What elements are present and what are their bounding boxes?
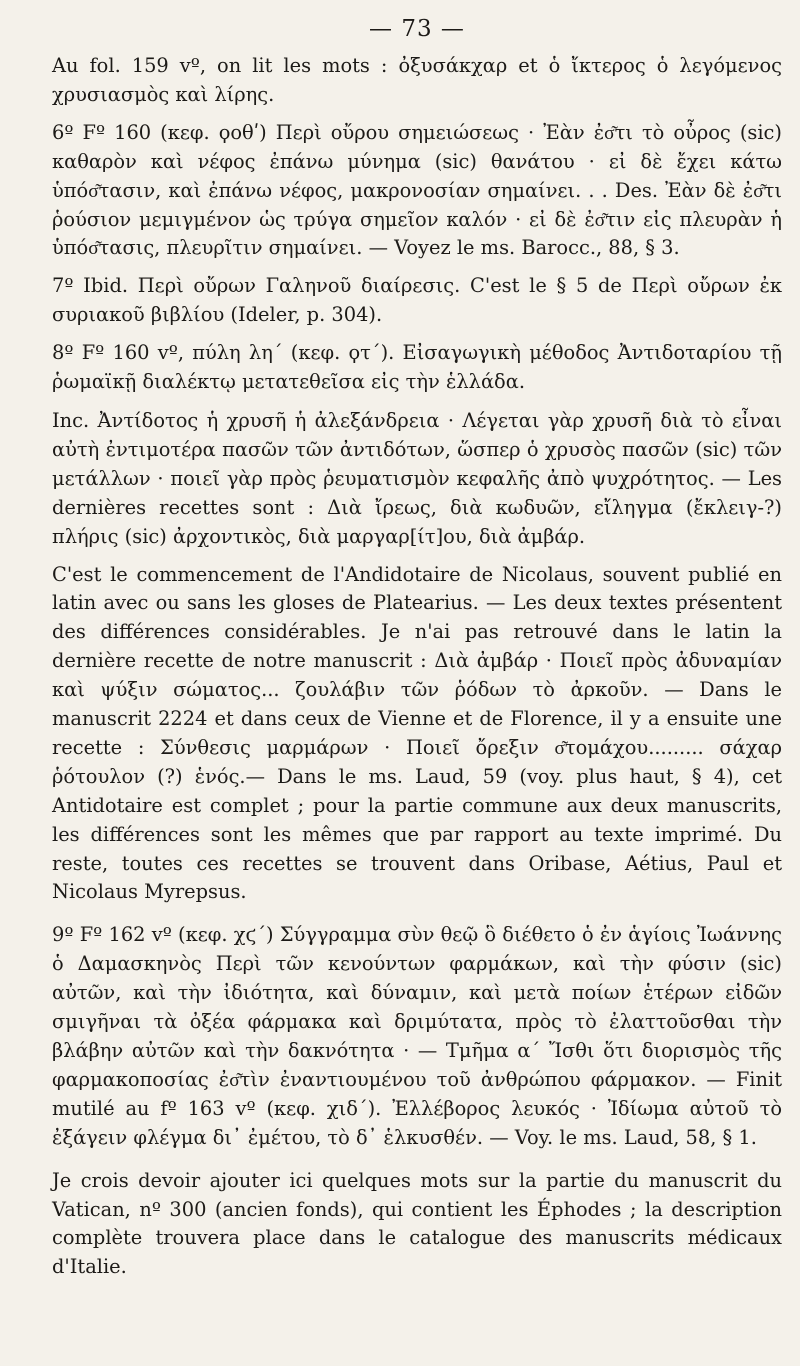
paragraph-item-6: 6º Fº 160 (κεφ. ϙοθʹ) Περὶ οὔρου σημειώσεως · Ἐὰν ἐσ͂τι τὸ οὖρος (sic) καθαρὸν καὶ νέφος ἐπάνω μύνημα (sic) θανάτου · εἰ δὲ ἔχει κάτω ὑπόσ͂τασιν, καὶ ἐπάνω νέφος, μακρονοσίαν σημαίνει. . . Des. Ἐὰν δὲ ἐσ͂τι ῥούσιον μεμιγμένον ὡς τρύγα σημεῖον καλόν · εἰ δὲ ἐσ͂τιν εἰς πλευρὰν ἡ ὑπόσ͂τασις, πλευρῖτιν σημαίνει. — Voyez le ms. Barocc., 88, § 3.	[52, 120, 782, 260]
paragraph-item-7: 7º Ibid. Περὶ οὔρων Γαληνοῦ διαίρεσις. C'est le § 5 de Περὶ οὔρων ἐκ συριακοῦ βιβλίου (Ideler, p. 304).	[52, 274, 782, 327]
paragraph-antidotaire: C'est le commencement de l'Andidotaire de Nicolaus, souvent publié en latin avec ou sans les gloses de Platearius. — Les deux textes présentent des différences considérables. Je n'ai pas retrouvé dans le latin la dernière recette de notre manuscrit : Διὰ ἀμβάρ · Ποιεῖ πρὸς ἀδυναμίαν καὶ ψύξιν σώματος... ζουλάβιν τῶν ῥόδων τὸ ἀρκοῦν. — Dans le manuscrit 2224 et dans ceux de Vienne et de Florence, il y a ensuite une recette : Σύνθεσις μαρμάρων · Ποιεῖ ὄρεξιν σ͂τομάχου......... σάχαρ ῥότουλον (?) ἑνός.— Dans le ms. Laud, 59 (voy. plus haut, § 4), cet Antidotaire est complet ; pour la partie commune aux deux manuscrits, les différences sont les mêmes que par rapport au texte imprimé. Du reste, toutes ces recettes se trouvent dans Oribase, Aétius, Paul et Nicolaus Myrepsus.	[52, 562, 782, 904]
paragraph-fol-159: Au fol. 159 vº, on lit les mots : ὀξυσάκχαρ et ὁ ἴκτερος ὁ λεγόμενος χρυσιασμὸς καὶ λίρης.	[52, 54, 782, 106]
paragraph-item-8: 8º Fº 160 vº, πύλη λη΄ (κεφ. ϙτ΄). Εἰσαγωγικὴ μέθοδος Ἀντιδοταρίου τῇ ῥωμαϊκῇ διαλέκτῳ μετατεθεῖσα εἰς τὴν ἑλλάδα.	[52, 341, 782, 394]
paragraph-vatican: Je crois devoir ajouter ici quelques mots sur la partie du manuscrit du Vatican, nº 300 (ancien fonds), qui contient les Éphodes ; la description complète trouvera place dans le catalogue des manuscrits médicaux d'Italie.	[52, 1168, 782, 1279]
paragraph-item-9: 9º Fº 162 vº (κεφ. χϛ΄) Σύγγραμμα σὺν θεῷ ὃ διέθετο ὁ ἐν ἁγίοις Ἰωάννης ὁ Δαμασκηνὸς Περὶ τῶν κενούντων φαρμάκων, καὶ τὴν φύσιν (sic) αὐτῶν, καὶ τὴν ἰδιότητα, καὶ δύναμιν, καὶ μετὰ ποίων ἑτέρων εἰδῶν σμιγῆναι τὰ ὀξέα φάρμακα καὶ δριμύτατα, πρὸς τὸ ἐλαττοῦσθαι τὴν βλάβην αὐτῶν καὶ τὴν δακνότητα · — Τμῆμα α΄ Ἴσθι ὅτι διορισμὸς τῆς φαρμακοποσίας ἐσ͂τὶν ἐναντιουμένου τοῦ ἀνθρώπου φάρμακον. — Finit mutilé au fº 163 vº (κεφ. χιδ΄). Ἐλλέβορος λευκός · Ἰδίωμα αὐτοῦ τὸ ἐξάγειν φλέγμα δι᾽ ἐμέτου, τὸ δ᾽ ἑλκυσθέν. — Voy. le ms. Laud, 58, § 1.	[52, 923, 782, 1149]
paragraph-incipit: Inc. Ἀντίδοτος ἡ χρυσῆ ἡ ἀλεξάνδρεια · Λέγεται γὰρ χρυσῆ διὰ τὸ εἶναι αὐτὴ ἐντιμοτέρα πασῶν τῶν ἀντιδότων, ὥσπερ ὁ χρυσὸς πασῶν (sic) τῶν μετάλλων · ποιεῖ γὰρ πρὸς ῥευματισμὸν κεφαλῆς ἀπὸ ψυχρότητος. — Les dernières recettes sont : Διὰ ἴρεως, διὰ κωδυῶν, εἴληγμα (ἔκλειγ-?) πλήρις (sic) ἀρχοντικὸς, διὰ μαργαρ[ίτ]ου, διὰ ἀμβάρ.	[52, 408, 782, 548]
page-number: — 73 —	[369, 16, 465, 42]
